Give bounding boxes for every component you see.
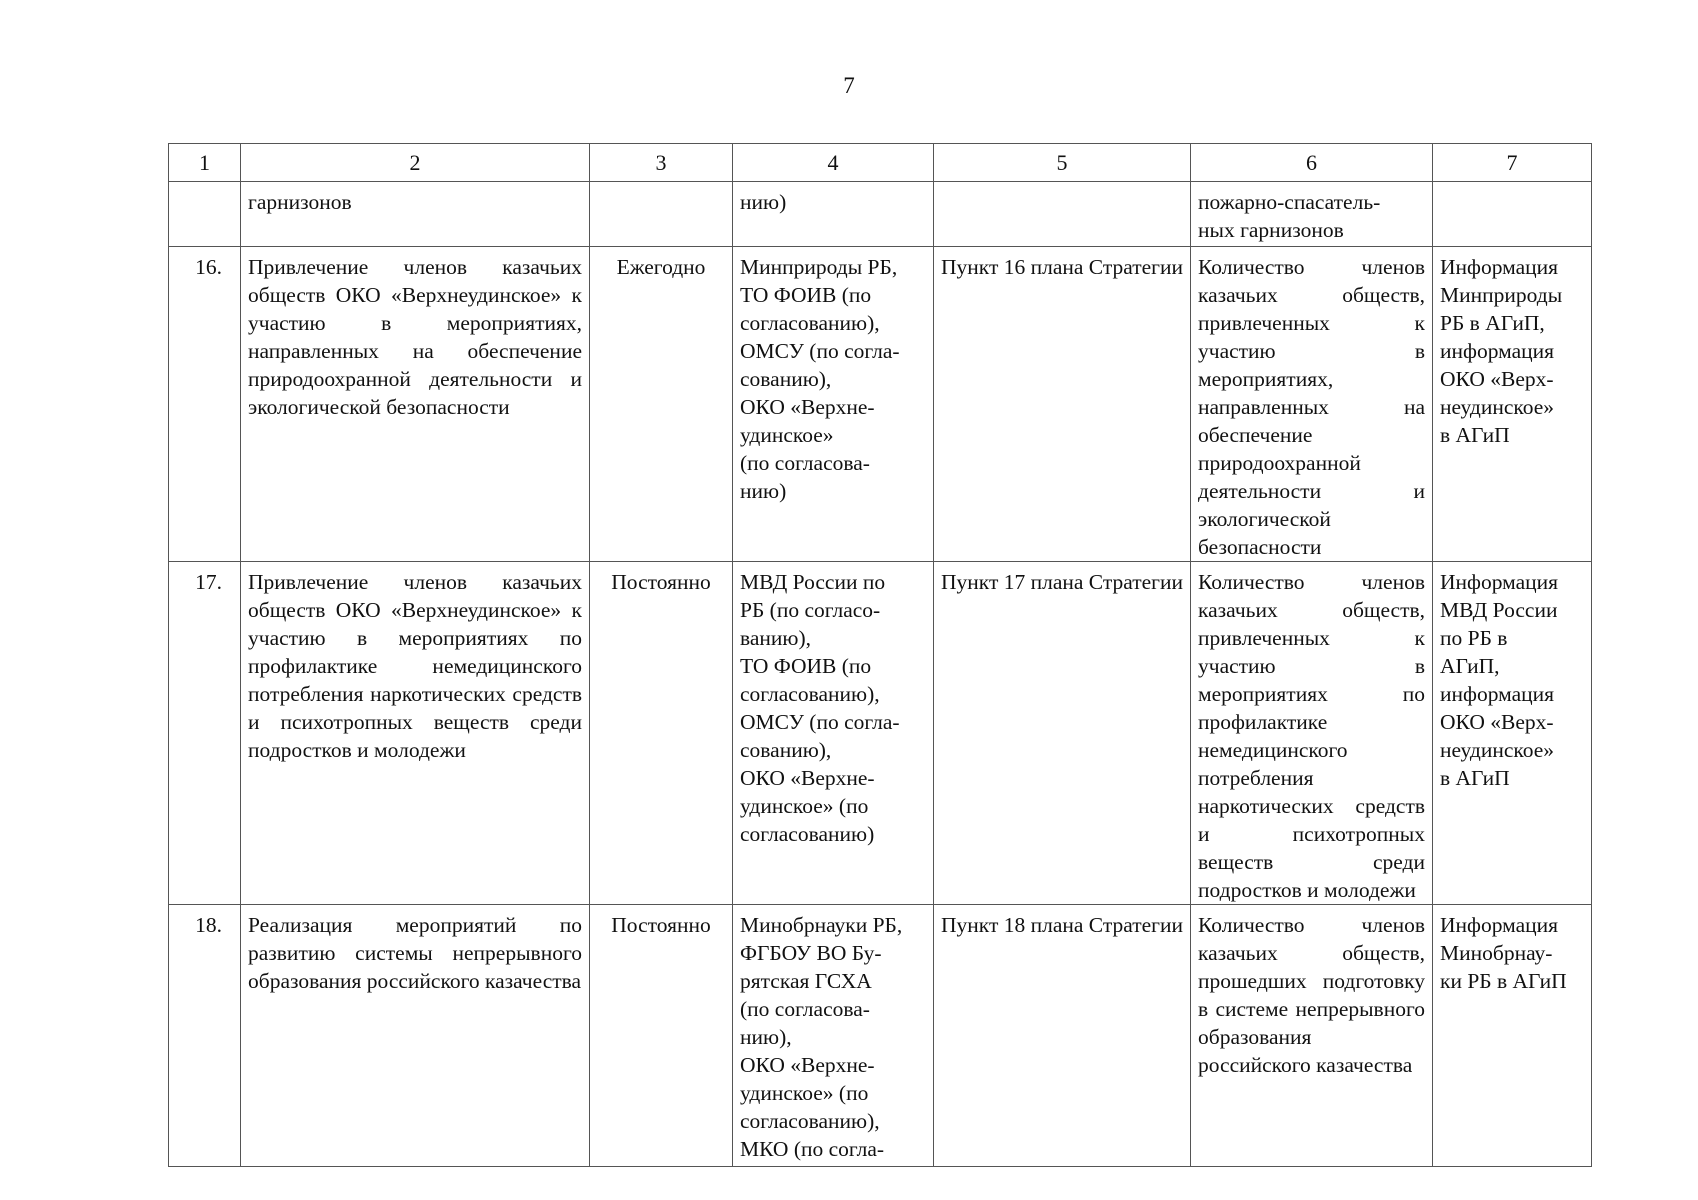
- term-cell: Постоянно: [590, 905, 733, 1167]
- column-header: 7: [1433, 144, 1592, 182]
- table-row: [169, 905, 1592, 1167]
- report-cell: [1433, 182, 1592, 247]
- row-number: 16.: [169, 247, 241, 562]
- indicator-cell: Количество членов казачьих обществ, привлеченных к участию в мероприятиях, направленных на обеспечение природоохранной деятельности и экологической безопасности: [1191, 247, 1433, 562]
- column-header: 1: [169, 144, 241, 182]
- column-header: 4: [733, 144, 934, 182]
- report-cell: Информация МВД России по РБ в АГиП, информация ОКО «Верх- неудинское» в АГиП: [1433, 562, 1592, 905]
- report-cell: Информация Минобрнау- ки РБ в АГиП: [1433, 905, 1592, 1167]
- term-cell: Постоянно: [590, 562, 733, 905]
- reference-cell: Пункт 18 плана Стратегии: [934, 905, 1191, 1167]
- row-number: 18.: [169, 905, 241, 1167]
- reference-cell: Пункт 16 плана Стратегии: [934, 247, 1191, 562]
- executors-cell: МВД России по РБ (по согласо- ванию), ТО ФОИВ (по согласованию), ОМСУ (по согла- сованию), ОКО «Верхне- удинское» (по согласованию): [733, 562, 934, 905]
- column-header: 2: [241, 144, 590, 182]
- table-header-row: [169, 144, 1592, 182]
- term-cell: [590, 182, 733, 247]
- activity-cell: Реализация мероприятий по развитию системы непрерывного образования российского казачества: [241, 905, 590, 1167]
- row-number: [169, 182, 241, 247]
- column-header: 5: [934, 144, 1191, 182]
- executors-cell: нию): [733, 182, 934, 247]
- activity-cell: гарнизонов: [241, 182, 590, 247]
- page-number: 7: [843, 73, 855, 98]
- column-header: 6: [1191, 144, 1433, 182]
- indicator-cell: Количество членов казачьих обществ, прошедших подготовку в системе непрерывного образования российского казачества: [1191, 905, 1433, 1167]
- executors-cell: Минприроды РБ, ТО ФОИВ (по согласованию), ОМСУ (по согла- сованию), ОКО «Верхне- удинское» (по согласова- нию): [733, 247, 934, 562]
- table-row: [169, 247, 1592, 562]
- report-cell: Информация Минприроды РБ в АГиП, информация ОКО «Верх- неудинское» в АГиП: [1433, 247, 1592, 562]
- activity-cell: Привлечение членов казачьих обществ ОКО «Верхнеудинское» к участию в мероприятиях, направленных на обеспечение природоохранной деятельности и экологической безопасности: [241, 247, 590, 562]
- reference-cell: [934, 182, 1191, 247]
- term-cell: Ежегодно: [590, 247, 733, 562]
- indicator-cell: Количество членов казачьих обществ, привлеченных к участию в мероприятиях по профилактике немедицинского потребления наркотических средств и психотропных веществ среди подростков и молодежи: [1191, 562, 1433, 905]
- indicator-cell: пожарно-спасатель- ных гарнизонов: [1191, 182, 1433, 247]
- executors-cell: Минобрнауки РБ, ФГБОУ ВО Бу- рятская ГСХА (по согласова- нию), ОКО «Верхне- удинское» (по согласованию), МКО (по согла-: [733, 905, 934, 1167]
- table-row: [169, 562, 1592, 905]
- table-row-continued: [169, 182, 1592, 247]
- plan-table: [168, 143, 1592, 1167]
- reference-cell: Пункт 17 плана Стратегии: [934, 562, 1191, 905]
- column-header: 3: [590, 144, 733, 182]
- row-number: 17.: [169, 562, 241, 905]
- activity-cell: Привлечение членов казачьих обществ ОКО «Верхнеудинское» к участию в мероприятиях по профилактике немедицинского потребления наркотических средств и психотропных веществ среди подростков и молодежи: [241, 562, 590, 905]
